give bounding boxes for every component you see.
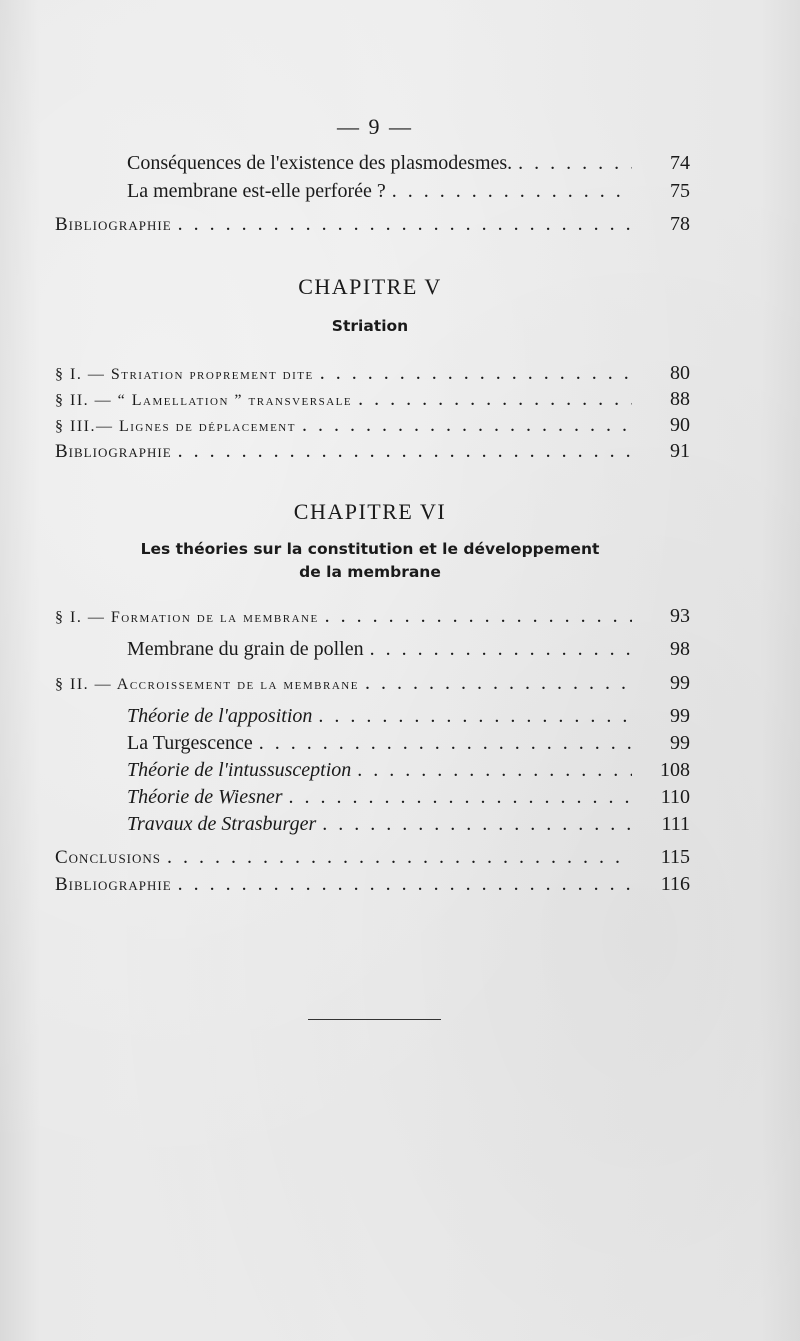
toc-entry-page: 74 [670,152,690,174]
toc-entry-label: Bibliographie [55,441,172,462]
leader-dots [512,152,632,175]
toc-entry-label: Membrane du grain de pollen [127,638,364,660]
leader-dots [253,732,632,755]
toc-entry [55,605,690,633]
toc-entry [55,414,690,442]
toc-entry-page: 93 [670,605,690,627]
toc-entry-page: 115 [660,846,690,868]
chapter-title: CHAPITRE V [298,274,442,299]
toc-entry-label: Théorie de Wiesner [127,786,283,808]
chapter-title: CHAPITRE VI [293,499,447,524]
toc-entry-page: 110 [660,786,690,808]
toc-entry-label: La Turgescence [127,732,253,754]
toc-entry-page: 80 [670,362,690,384]
toc-entry [55,672,690,700]
toc-entry [127,786,690,814]
toc-entry-label: Bibliographie [55,214,172,235]
leader-dots [161,846,632,869]
leader-dots [314,362,632,385]
toc-entry [55,388,690,416]
toc-entry-label: Bibliographie [55,874,172,895]
leader-dots [319,605,632,628]
leader-dots [312,705,632,728]
chapter-subtitle: Les théories sur la constitution et le développement [140,540,600,558]
toc-entry-label: § III.— Lignes de déplacement [55,418,296,435]
page-number: — 9 — [337,114,413,139]
leader-dots [172,873,632,896]
toc-entry-page: 78 [670,213,690,235]
toc-entry [55,213,690,241]
toc-entry [127,180,690,208]
toc-entry-page: 108 [660,759,690,781]
toc-entry-page: 99 [670,705,690,727]
leader-dots [352,388,632,411]
leader-dots [283,786,632,809]
leader-dots [172,213,632,236]
chapter-subtitle-line-2: de la membrane [299,563,441,581]
toc-entry-label: Conséquences de l'existence des plasmodesmes. [127,152,513,174]
leader-dots [364,638,632,661]
toc-entry-page: 99 [670,672,690,694]
toc-entry-label: Théorie de l'apposition [127,705,313,727]
leader-dots [359,672,632,695]
toc-entry [127,152,690,180]
closing-rule [308,1019,441,1020]
leader-dots [296,414,632,437]
toc-entry [127,705,690,733]
toc-entry-label: La membrane est-elle perforée ? [127,180,386,202]
toc-entry-page: 91 [670,440,690,462]
toc-entry [55,846,690,874]
leader-dots [386,180,632,203]
toc-entry-label: § I. — Formation de la membrane [55,609,319,626]
toc-entry-label: § II. — “ Lamellation ” transversale [55,392,353,409]
toc-entry-label: Conclusions [55,847,162,868]
leader-dots [316,813,632,836]
toc-entry-page: 90 [670,414,690,436]
toc-entry-label: Théorie de l'intussusception [127,759,352,781]
toc-entry-label: § II. — Accroissement de la membrane [55,676,359,693]
toc-entry [55,440,690,468]
toc-entry [127,759,690,787]
toc-entry-label: Travaux de Strasburger [127,813,317,835]
toc-entry [127,732,690,760]
toc-entry-page: 98 [670,638,690,660]
toc-entry-page: 75 [670,180,690,202]
toc-entry [127,813,690,841]
chapter-subtitle: Striation [331,317,409,335]
toc-entry-page: 116 [660,873,690,895]
toc-entry [55,873,690,901]
leader-dots [172,440,632,463]
toc-entry-page: 111 [661,813,690,835]
toc-entry-label: § I. — Striation proprement dite [55,366,314,383]
leader-dots [351,759,632,782]
toc-entry-page: 99 [670,732,690,754]
toc-entry [55,362,690,390]
toc-entry [127,638,690,666]
toc-entry-page: 88 [670,388,690,410]
